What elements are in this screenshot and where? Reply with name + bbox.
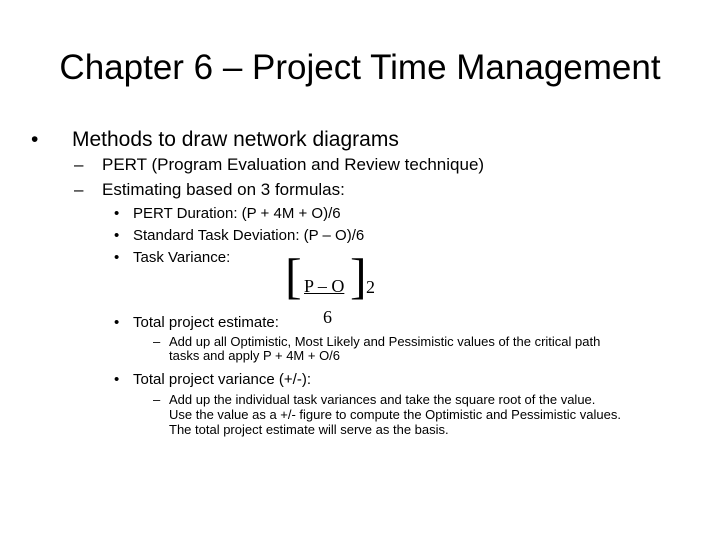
estimate-detail-line2: tasks and apply P + 4M + O/6 [169,348,341,363]
label-task-variance: Task Variance: [133,249,231,266]
label-total-estimate: Total project estimate: [133,314,279,331]
formula-pert-duration: PERT Duration: (P + 4M + O)/6 [133,205,341,222]
dash-marker: – [74,180,84,199]
formula-denominator: 6 [323,307,332,327]
bullet-methods: Methods to draw network diagrams [72,128,399,151]
formula-std-deviation: Standard Task Deviation: (P – O)/6 [133,227,365,244]
bullet-marker: • [114,205,120,222]
variance-detail-line1: Add up the individual task variances and take the square root of the value. [169,392,596,407]
bullet-marker: • [31,128,39,151]
bullet-marker: • [114,371,120,388]
dash-marker: – [153,334,161,349]
formula-numerator: P – O [304,276,345,296]
bullet-marker: • [114,227,120,244]
label-total-variance: Total project variance (+/-): [133,371,311,388]
formula-bracket-left: [ [285,248,302,304]
bullet-marker: • [114,314,120,331]
formula-exponent: 2 [366,277,375,297]
variance-detail-line2: Use the value as a +/- figure to compute the Optimistic and Pessimistic values. [169,407,621,422]
variance-detail-line3: The total project estimate will serve as the basis. [169,422,449,437]
bullet-estimating: Estimating based on 3 formulas: [102,180,345,199]
estimate-detail-line1: Add up all Optimistic, Most Likely and Pessimistic values of the critical path [169,334,601,349]
slide-title: Chapter 6 – Project Time Management [59,48,661,87]
formula-bracket-right: ] [350,248,367,304]
bullet-pert: PERT (Program Evaluation and Review technique) [102,155,485,174]
bullet-marker: • [114,249,120,266]
dash-marker: – [153,392,161,407]
dash-marker: – [74,155,84,174]
